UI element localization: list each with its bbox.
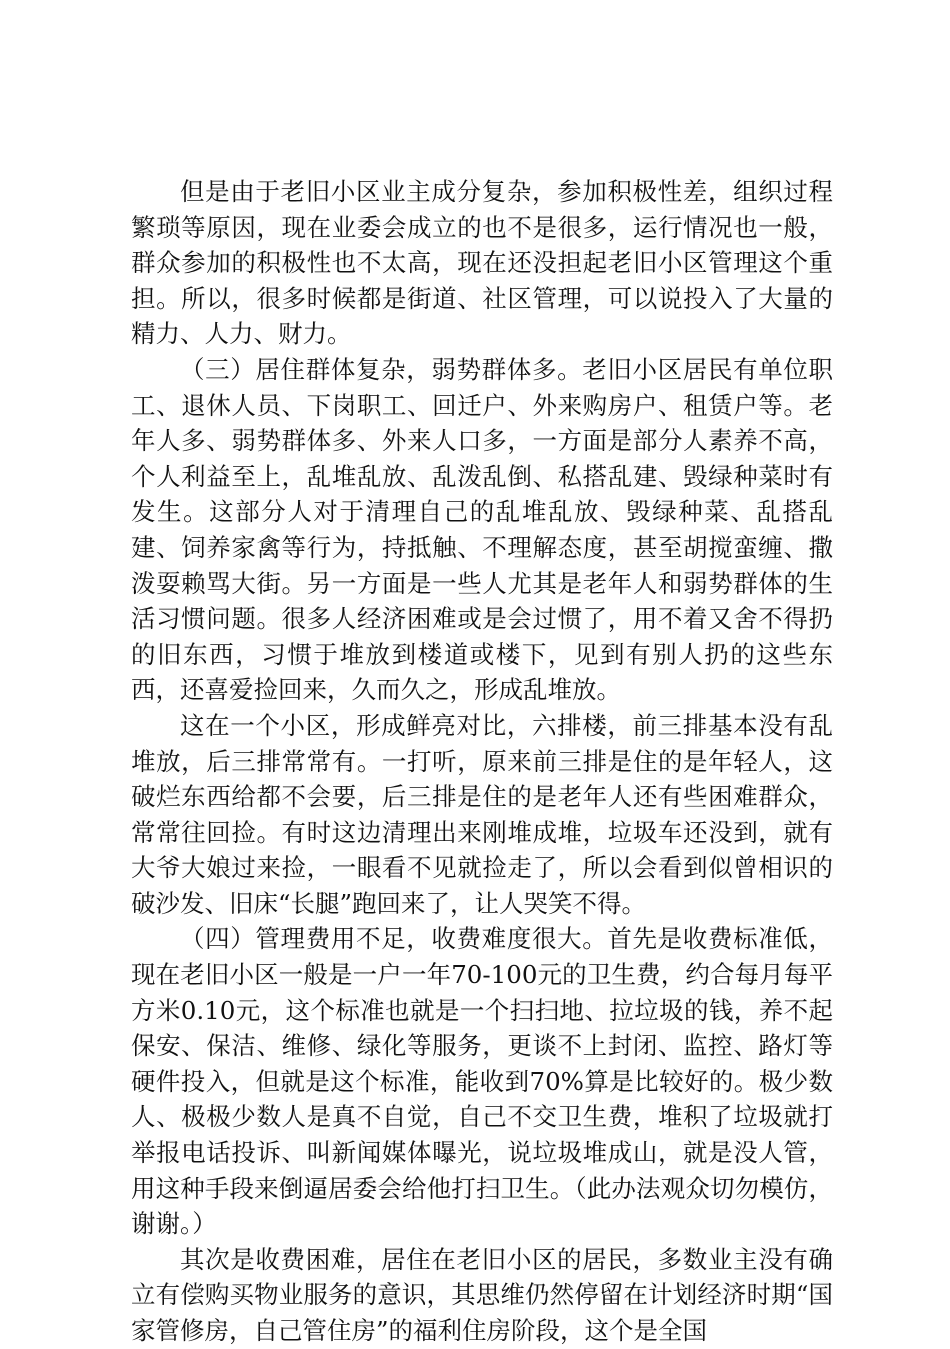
paragraph-fee-collection: 其次是收费困难，居住在老旧小区的居民，多数业主没有确立有偿购买物业服务的意识，其思维仍然停留在计划经济时期“国家管修房，自己管住房”的福利住房阶段，这个是全国 (131, 1244, 833, 1345)
paragraph-owners-committee: 但是由于老旧小区业主成分复杂，参加积极性差，组织过程繁琐等原因，现在业委会成立的也不是很多，运行情况也一般，群众参加的积极性也不太高，现在还没担起老旧小区管理这个重担。所以，很多时候都是街道、社区管理，可以说投入了大量的精力、人力、财力。 (131, 177, 833, 349)
paragraph-residents-complex: （三）居住群体复杂，弱势群体多。老旧小区居民有单位职工、退休人员、下岗职工、回迁户、外来购房户、租赁户等。老年人多、弱势群体多、外来人口多，一方面是部分人素养不高，个人利益至上，乱堆乱放、乱泼乱倒、私搭乱建、毁绿种菜时有发生。这部分人对于清理自己的乱堆乱放、毁绿种菜、乱搭乱建、饲养家禽等行为，持抵触、不理解态度，甚至胡搅蛮缠、撒泼耍赖骂大街。另一方面是一些人尤其是老年人和弱势群体的生活习惯问题。很多人经济困难或是会过惯了，用不着又舍不得扔的旧东西，习惯于堆放到楼道或楼下，见到有别人扔的这些东西，还喜爱捡回来，久而久之，形成乱堆放。 (131, 354, 833, 705)
body-text (131, 174, 833, 1349)
paragraph-comparison-example: 这在一个小区，形成鲜亮对比，六排楼，前三排基本没有乱堆放，后三排常常有。一打听，原来前三排是住的是年轻人，这破烂东西给都不会要，后三排是住的是老年人还有些困难群众，常常往回捡。有时这边清理出来刚堆成堆，垃圾车还没到，就有大爷大娘过来捡，一眼看不见就捡走了，所以会看到似曾相识的破沙发、旧床“长腿”跑回来了，让人哭笑不得。 (131, 710, 833, 918)
paragraph-management-fees: （四）管理费用不足，收费难度很大。首先是收费标准低，现在老旧小区一般是一户一年70-100元的卫生费，约合每月每平方米0.10元，这个标准也就是一个扫扫地、拉垃圾的钱，养不起保安、保洁、维修、绿化等服务，更谈不上封闭、监控、路灯等硬件投入，但就是这个标准，能收到70%算是比较好的。极少数人、极极少数人是真不自觉，自己不交卫生费，堆积了垃圾就打举报电话投诉、叫新闻媒体曝光，说垃圾堆成山，就是没人管，用这种手段来倒逼居委会给他打扫卫生。（此办法观众切勿模仿，谢谢。） (131, 924, 833, 1239)
